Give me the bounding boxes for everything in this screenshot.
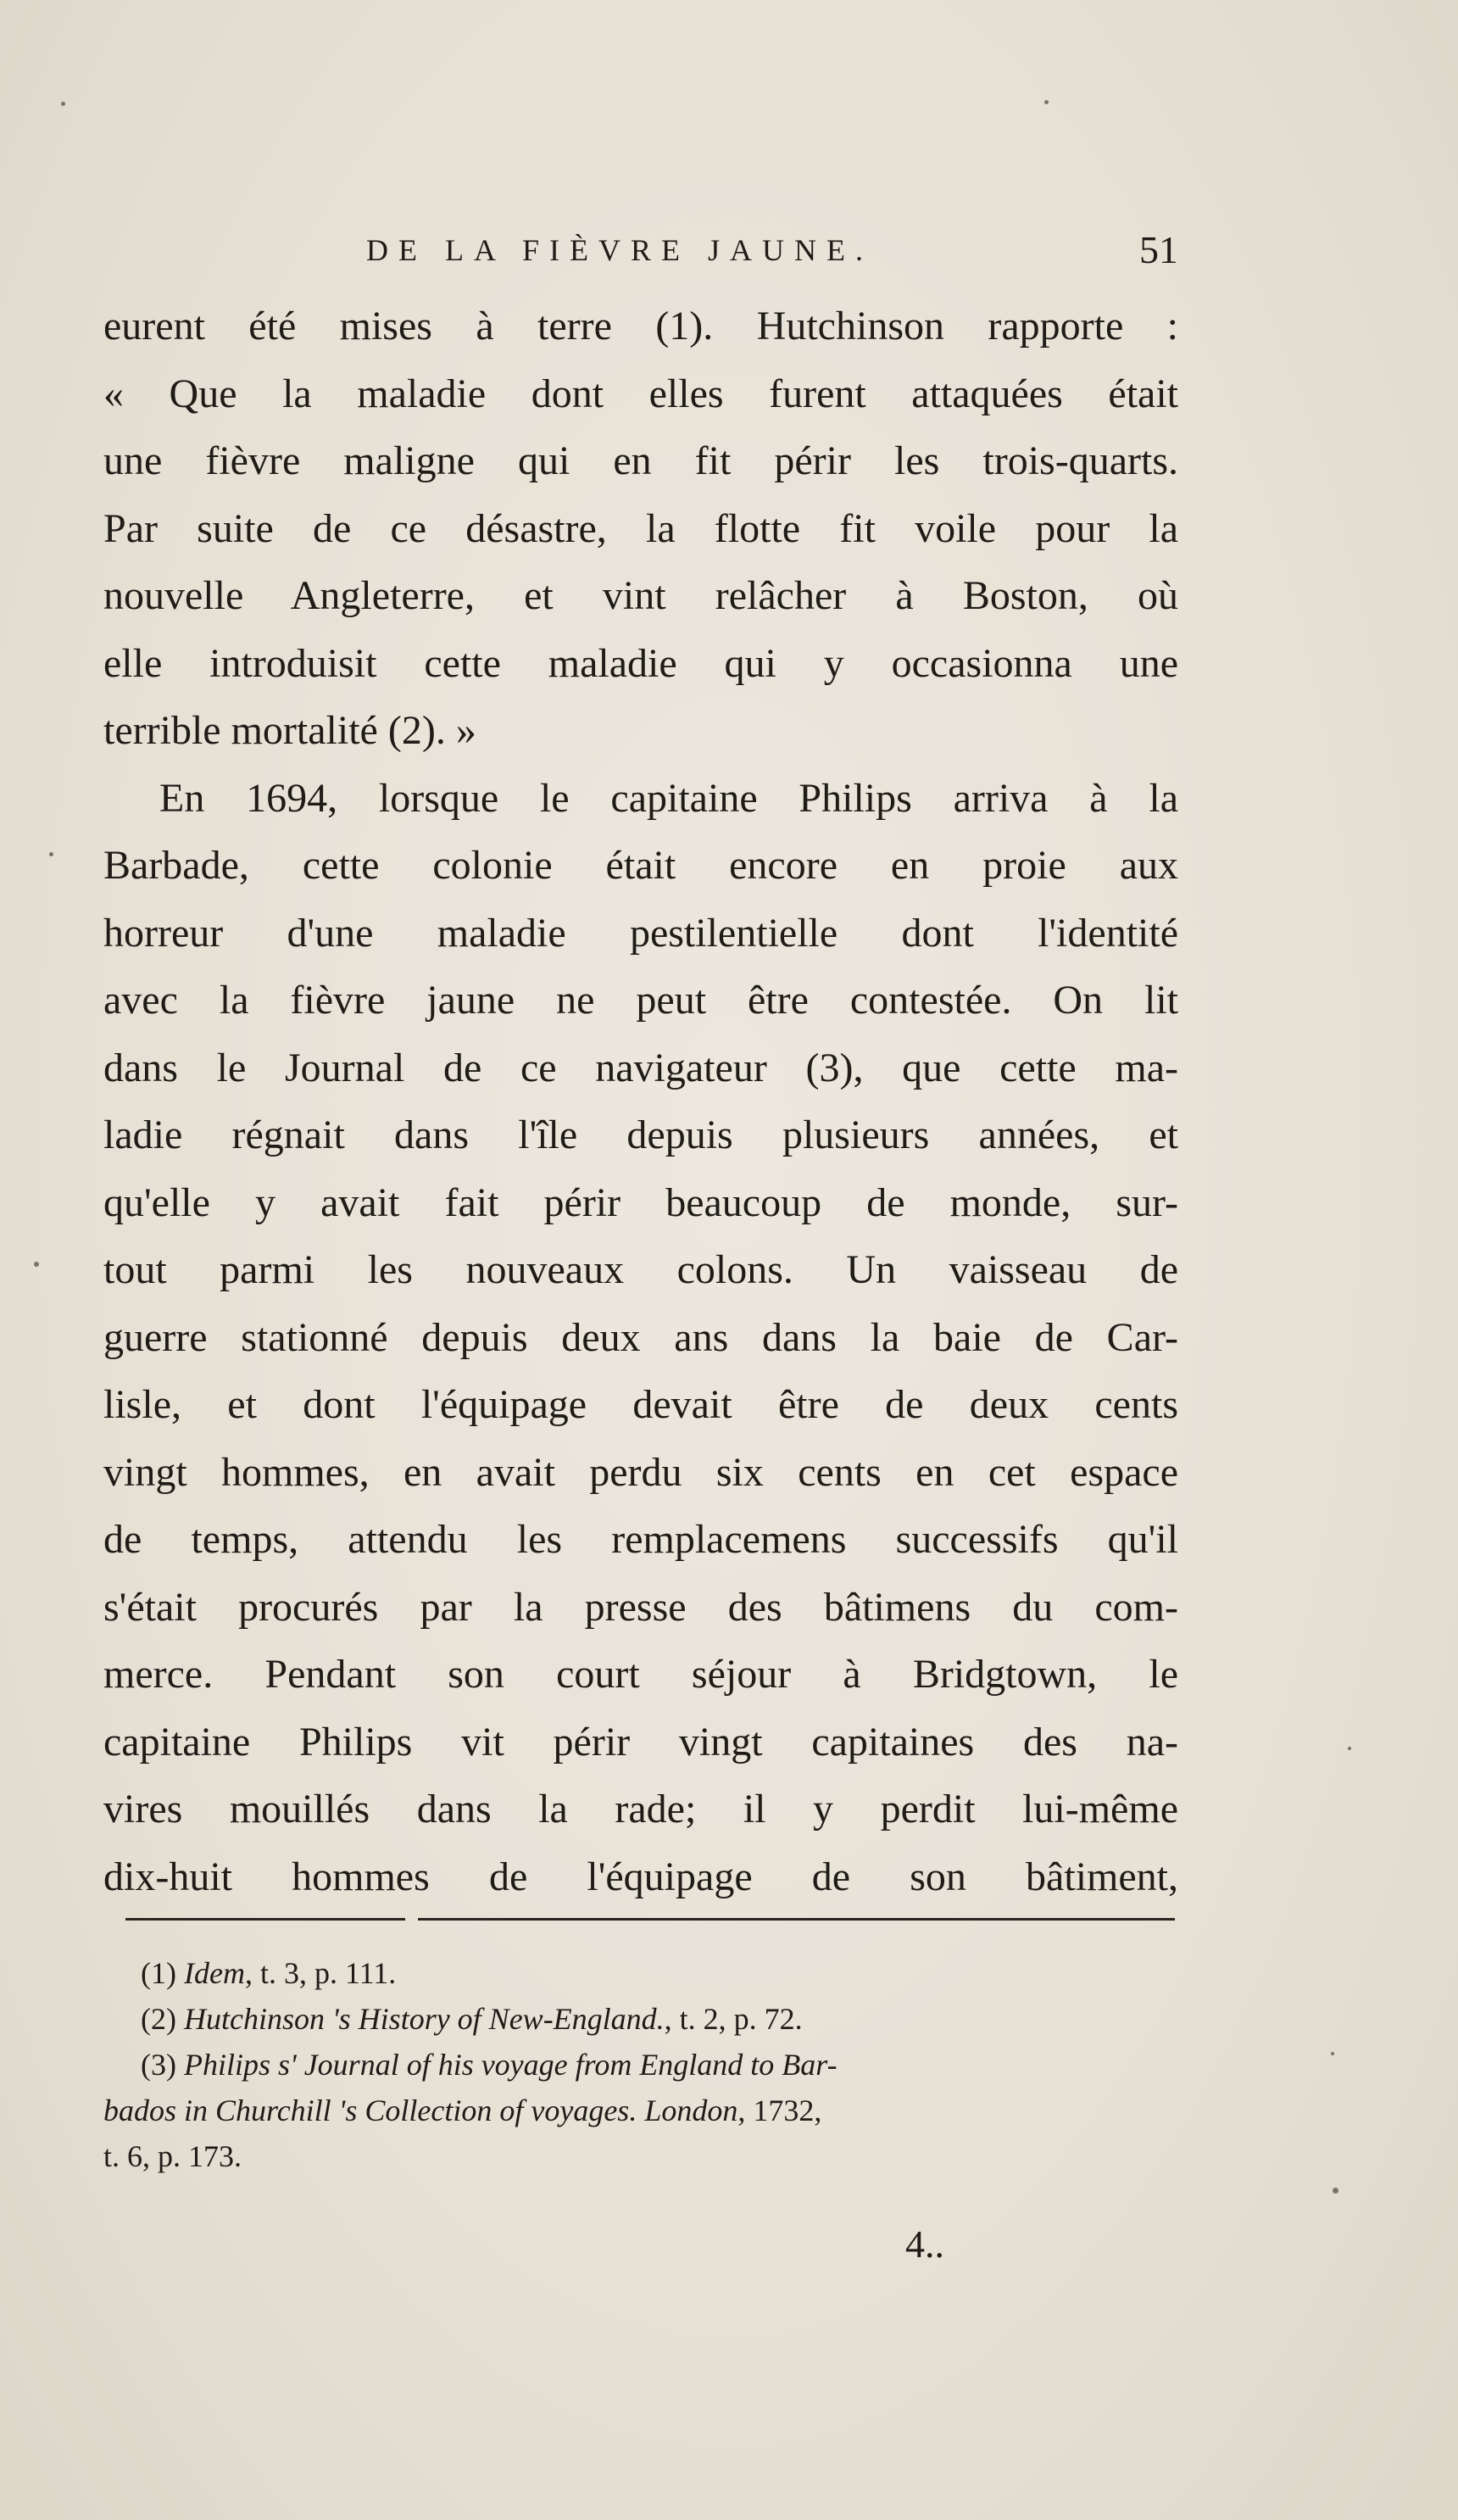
running-head — [103, 227, 1178, 278]
paper-speck — [1333, 2188, 1338, 2194]
text-line: lisle, et dont l'équipage devait être de deux cents — [103, 1382, 1178, 1427]
text-line: horreur d'une maladie pestilentielle dont l'identité — [103, 910, 1178, 956]
footnote-title: Philips s' Journal of his voyage from England to Bar- — [183, 2048, 838, 2082]
footnote-marker: (1) — [141, 1956, 176, 1990]
text-line: nouvelle Angleterre, et vint relâcher à Boston, où — [103, 573, 1178, 618]
footnote-title: Hutchinson 's History of New-England. — [183, 2002, 665, 2036]
text-line: ladie régnait dans l'île depuis plusieurs années, et — [103, 1112, 1178, 1157]
footnote-title: Idem — [183, 1956, 245, 1990]
separator-short-segment — [125, 1918, 405, 1921]
text-line: Par suite de ce désastre, la flotte fit voile pour la — [103, 505, 1178, 551]
separator-long-segment — [418, 1918, 1175, 1921]
footnote-3-continuation — [103, 2088, 1178, 2133]
text-line: dans le Journal de ce navigateur (3), que cette ma- — [103, 1045, 1178, 1090]
text-line: vires mouillés dans la rade; il y perdit lui-même — [103, 1787, 1178, 1831]
paper-speck — [34, 1262, 39, 1267]
text-line: dix-huit hommes de l'équipage de son bâtiment, — [103, 1854, 1178, 1899]
text-line: terrible mortalité (2). » — [103, 708, 476, 753]
paper-speck — [61, 102, 65, 106]
text-line: qu'elle y avait fait périr beaucoup de monde, sur- — [103, 1179, 1178, 1225]
text-line: eurent été mises à terre (1). Hutchinson rapporte : — [103, 304, 1178, 348]
footnote-marker: (2) — [141, 2002, 176, 2036]
paper-speck — [1331, 2052, 1334, 2055]
text-line: une fièvre maligne qui en fit périr les trois-quarts. — [103, 438, 1178, 483]
footnote-3 — [103, 2042, 1178, 2088]
footnote-2 — [103, 1996, 1178, 2042]
footnotes — [103, 1950, 1178, 2179]
signature-mark: 4.. — [905, 2222, 944, 2266]
footnote-marker: (3) — [141, 2048, 176, 2082]
text-line: elle introduisit cette maladie qui y occasionna une — [103, 640, 1178, 686]
paper-speck — [1348, 1747, 1351, 1750]
footnote-citation: , 1732, — [737, 2093, 822, 2127]
text-line: de temps, attendu les remplacemens successifs qu'il — [103, 1517, 1178, 1562]
running-head-title: DE LA FIÈVRE JAUNE. — [366, 233, 873, 267]
paper-speck — [1044, 100, 1049, 104]
footnote-title: bados in Churchill 's Collection of voyages. London — [103, 2093, 738, 2127]
text-line: merce. Pendant son court séjour à Bridgtown, le — [103, 1652, 1178, 1697]
footnote-1 — [103, 1950, 1178, 1996]
text-line: guerre stationné depuis deux ans dans la baie de Car- — [103, 1314, 1178, 1360]
text-line: capitaine Philips vit périr vingt capitaines des na- — [103, 1719, 1178, 1765]
text-line: s'était procurés par la presse des bâtimens du com- — [103, 1584, 1178, 1630]
text-line: « Que la maladie dont elles furent attaquées était — [103, 371, 1178, 416]
text-line: avec la fièvre jaune ne peut être contestée. On lit — [103, 978, 1178, 1023]
footnote-citation: , t. 2, p. 72. — [664, 2002, 803, 2036]
footnote-3-continuation: t. 6, p. 173. — [103, 2139, 242, 2173]
text-line: En 1694, lorsque le capitaine Philips arriva à la — [159, 775, 1178, 821]
text-line: tout parmi les nouveaux colons. Un vaisseau de — [103, 1247, 1178, 1292]
text-line: Barbade, cette colonie était encore en proie aux — [103, 843, 1178, 888]
paper-speck — [49, 852, 53, 856]
page-number: 51 — [1139, 228, 1178, 271]
footnote-citation: , t. 3, p. 111. — [244, 1956, 397, 1990]
footnote-separator — [125, 1918, 1175, 1921]
text-line: vingt hommes, en avait perdu six cents en cet espace — [103, 1449, 1178, 1495]
body-text — [103, 293, 1178, 1910]
